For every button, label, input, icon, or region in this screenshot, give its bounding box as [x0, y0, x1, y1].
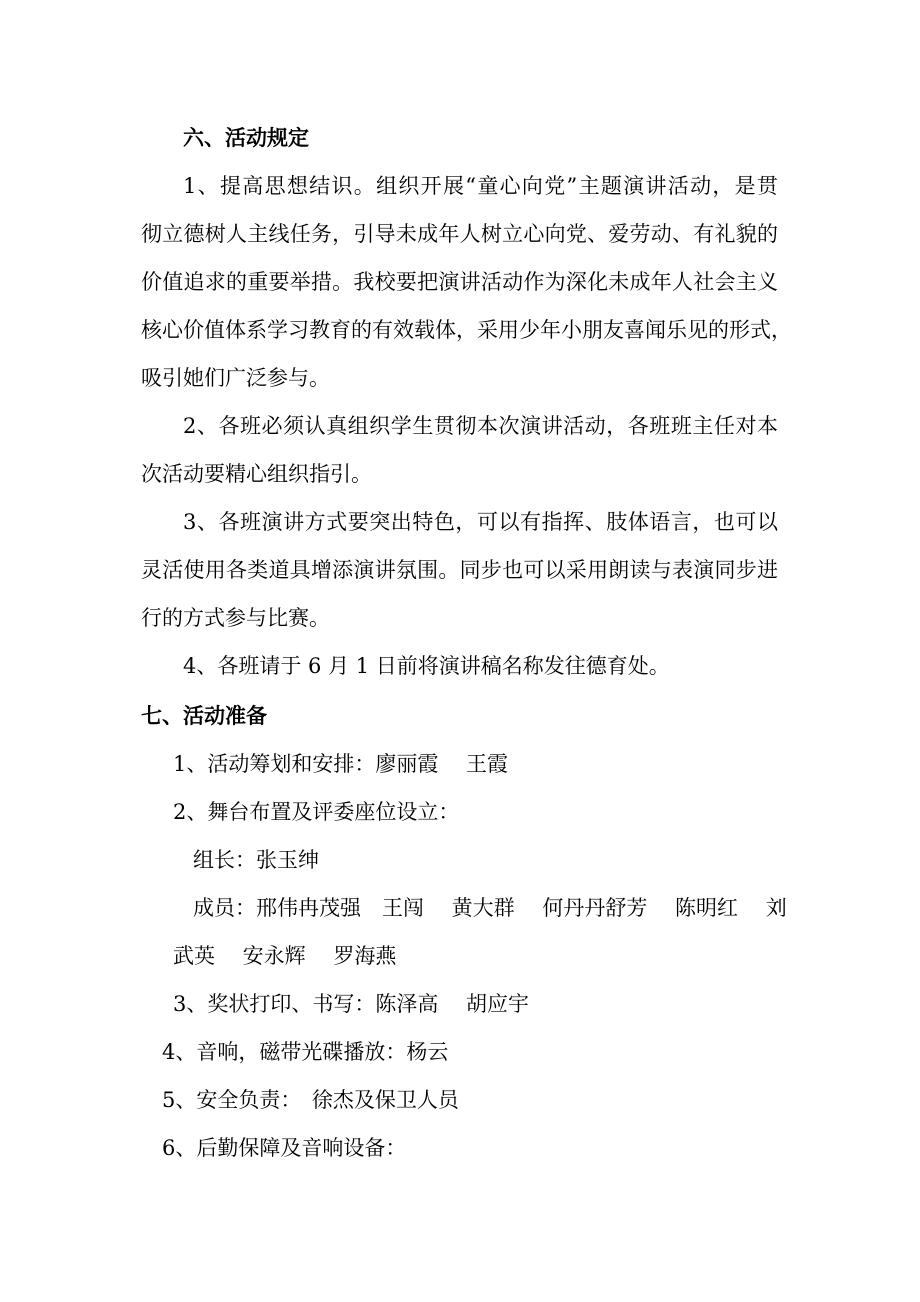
section-6-item-3-line-2: 灵活使用各类道具增添演讲氛围。同步也可以采用朗读与表演同步进 — [141, 558, 778, 582]
section-6-heading: 六、活动规定 — [183, 125, 309, 150]
section-6-item-1-line-4: 核心价值体系学习教育的有效载体，采用少年小朋友喜闻乐见的形式， — [141, 318, 792, 342]
section-7-heading: 七、活动准备 — [141, 703, 267, 728]
group-members-line-1: 成员：邢伟冉茂强 王闯 黄大群 何丹丹舒芳 陈明红 刘 — [193, 896, 787, 920]
section-6-item-3-line-1: 3、各班演讲方式要突出特色，可以有指挥、肢体语言，也可以 — [183, 510, 778, 534]
section-6-item-1-line-5: 吸引她们广泛参与。 — [141, 366, 330, 390]
group-leader: 组长：张玉绅 — [193, 848, 319, 872]
section-6-item-1-line-1: 1、提高思想结识。组织开展“童心向党”主题演讲活动，是贯 — [183, 174, 778, 198]
section-7-item-2: 2、舞台布置及评委座位设立： — [173, 800, 460, 824]
section-7-item-3: 3、奖状打印、书写：陈泽高 胡应宇 — [173, 992, 530, 1016]
section-7-item-4: 4、音响，磁带光碟播放：杨云 — [162, 1040, 449, 1064]
section-6-item-3-line-3: 行的方式参与比赛。 — [141, 606, 330, 630]
section-7-item-1: 1、活动筹划和安排：廖丽霞 王霞 — [173, 752, 509, 776]
section-7-item-5: 5、安全负责： 徐杰及保卫人员 — [162, 1088, 459, 1112]
section-6-item-4: 4、各班请于 6 月 1 日前将演讲稿名称发往德育处。 — [183, 654, 670, 678]
group-members-line-2: 武英 安永辉 罗海燕 — [173, 944, 397, 968]
section-6-item-2-line-2: 次活动要精心组织指引。 — [141, 462, 372, 486]
section-6-item-1-line-3: 价值追求的重要举措。我校要把演讲活动作为深化未成年人社会主义 — [141, 270, 778, 294]
section-7-item-6: 6、后勤保障及音响设备： — [162, 1136, 407, 1160]
section-6-item-2-line-1: 2、各班必须认真组织学生贯彻本次演讲活动，各班班主任对本 — [183, 414, 778, 438]
section-6-item-1-line-2: 彻立德树人主线任务，引导未成年人树立心向党、爱劳动、有礼貌的 — [141, 222, 778, 246]
